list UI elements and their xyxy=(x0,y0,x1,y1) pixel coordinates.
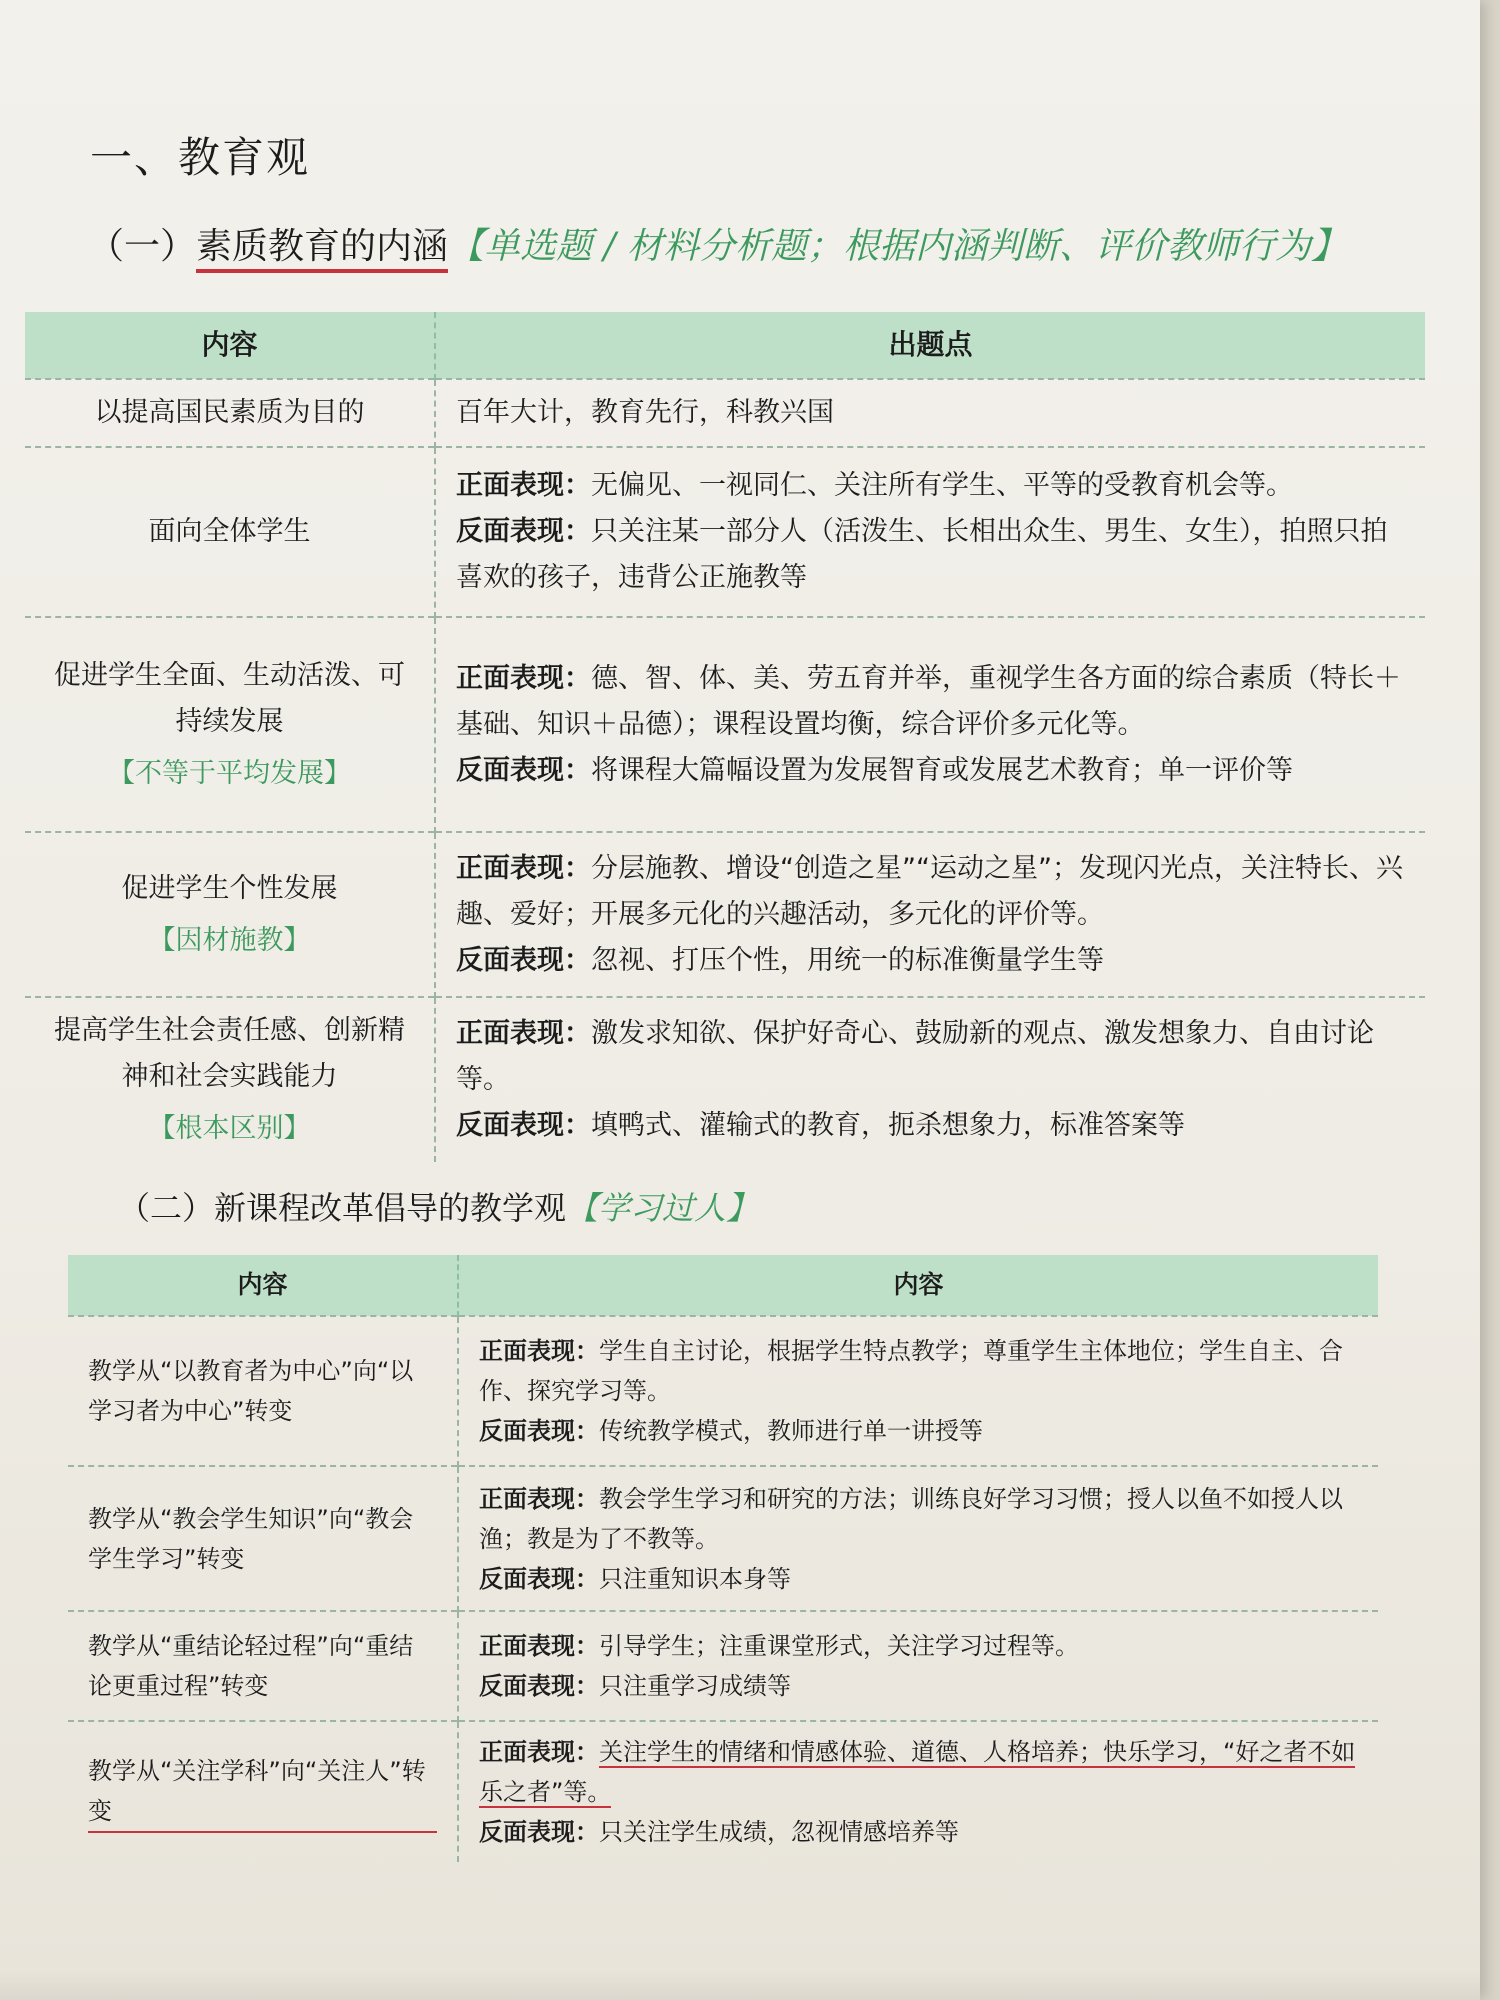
negative-label: 反面表现： xyxy=(456,944,591,976)
negative-label: 反面表现： xyxy=(479,1672,599,1700)
subsection-2-prefix: （二） xyxy=(118,1189,215,1227)
table1-header-points: 出题点 xyxy=(435,312,1425,379)
detail-line-negative xyxy=(456,509,1405,601)
row-label: 教学从“教会学生知识”向“教会学生学习”转变 xyxy=(88,1504,414,1573)
row-label: 促进学生个性发展 xyxy=(121,872,338,904)
negative-text: 只关注某一部分人（活泼生、长相出众生、男生、女生），拍照只拍喜欢的孩子，违背公正施教等 xyxy=(456,516,1388,593)
positive-text: 关注学生的情绪和情感体验、道德、人格培养；快乐学习，“好之者不如乐之者”等。 xyxy=(479,1738,1356,1806)
row-detail-cell xyxy=(435,997,1425,1162)
positive-label: 正面表现： xyxy=(479,1484,599,1513)
row-detail-cell xyxy=(435,447,1425,617)
positive-label: 正面表现： xyxy=(479,1337,599,1365)
table-row xyxy=(68,1316,1378,1466)
detail-line-negative xyxy=(479,1411,1358,1451)
row-detail-cell xyxy=(435,617,1425,832)
detail-line-positive xyxy=(479,1626,1358,1666)
positive-text: 引导学生；注重课堂形式，关注学习过程等。 xyxy=(599,1632,1079,1660)
subsection-1-title: 素质教育的内涵 xyxy=(196,226,448,273)
row-label-cell xyxy=(25,832,435,997)
positive-label: 正面表现： xyxy=(456,1018,591,1049)
negative-text: 填鸭式、灌输式的教育，扼杀想象力，标准答案等 xyxy=(591,1110,1185,1141)
table2-header-row xyxy=(68,1255,1378,1316)
table2-header-content-left: 内容 xyxy=(68,1255,458,1316)
row-label-cell xyxy=(68,1611,458,1721)
row-detail-cell xyxy=(458,1466,1378,1611)
row-tag: 【根本区别】 xyxy=(148,1113,311,1144)
negative-text: 只关注学生成绩，忽视情感培养等 xyxy=(599,1818,959,1846)
detail-line-positive xyxy=(456,463,1405,509)
subsection-2-title: 新课程改革倡导的教学观 xyxy=(214,1189,567,1227)
subsection-1-prefix: （一） xyxy=(88,226,197,267)
row-label: 促进学生全面、生动活泼、可持续发展 xyxy=(54,659,405,737)
negative-text: 忽视、打压个性，用统一的标准衡量学生等 xyxy=(591,944,1104,976)
negative-label: 反面表现： xyxy=(456,516,591,547)
detail-text: 百年大计，教育先行，科教兴国 xyxy=(456,397,834,428)
row-tag: 【不等于平均发展】 xyxy=(108,757,351,789)
row-label-cell xyxy=(25,379,435,447)
table1-header-row xyxy=(25,312,1425,379)
negative-label: 反面表现： xyxy=(479,1564,599,1593)
negative-label: 反面表现： xyxy=(479,1417,599,1445)
subsection-1-tag: 【单选题 / 材料分析题；根据内涵判断、评价教师行为】 xyxy=(448,226,1348,267)
positive-text: 教会学生学习和研究的方法；训练良好学习习惯；授人以鱼不如授人以渔；教是为了不教等。 xyxy=(479,1484,1343,1553)
negative-label: 反面表现： xyxy=(456,754,591,786)
subsection-2-heading xyxy=(118,1183,758,1229)
table-row xyxy=(68,1611,1378,1721)
detail-line-negative xyxy=(456,938,1405,984)
table-row xyxy=(25,379,1425,447)
row-tag: 【因材施教】 xyxy=(148,924,311,956)
positive-label: 正面表现： xyxy=(456,852,591,884)
table-row xyxy=(25,832,1425,997)
table-row xyxy=(25,617,1425,832)
positive-text: 激发求知欲、保护好奇心、鼓励新的观点、激发想象力、自由讨论等。 xyxy=(456,1018,1374,1095)
row-label: 教学从“重结论轻过程”向“重结论更重过程”转变 xyxy=(88,1632,414,1700)
detail-line-negative xyxy=(479,1666,1358,1706)
table-row xyxy=(25,447,1425,617)
negative-text: 传统教学模式，教师进行单一讲授等 xyxy=(599,1417,983,1445)
row-label: 提高学生社会责任感、创新精神和社会实践能力 xyxy=(54,1015,405,1092)
row-detail-cell xyxy=(435,379,1425,447)
row-detail-cell xyxy=(458,1721,1378,1862)
positive-label: 正面表现： xyxy=(456,662,591,694)
row-label: 以提高国民素质为目的 xyxy=(94,397,365,428)
detail-line-negative xyxy=(456,1103,1405,1149)
detail-line-positive xyxy=(456,1011,1405,1103)
detail-line-negative xyxy=(479,1812,1358,1852)
table1-header-content: 内容 xyxy=(25,312,435,379)
negative-text: 将课程大篇幅设置为发展智育或发展艺术教育；单一评价等 xyxy=(591,754,1293,786)
positive-text: 学生自主讨论，根据学生特点教学；尊重学生主体地位；学生自主、合作、探究学习等。 xyxy=(479,1337,1343,1405)
detail-line-positive xyxy=(479,1331,1358,1411)
row-detail-cell xyxy=(458,1611,1378,1721)
row-label: 教学从“以教育者为中心”向“以学习者为中心”转变 xyxy=(88,1357,414,1425)
detail-line-positive xyxy=(456,656,1405,748)
row-label-cell xyxy=(25,997,435,1162)
row-detail-cell xyxy=(458,1316,1378,1466)
table-row xyxy=(25,997,1425,1162)
teaching-view-table xyxy=(68,1255,1378,1862)
section-title: 一、教育观 xyxy=(90,133,311,182)
table-row xyxy=(68,1721,1378,1862)
row-label: 教学从“关注学科”向“关注人”转变 xyxy=(88,1751,437,1833)
negative-text: 只注重知识本身等 xyxy=(599,1564,791,1593)
row-label-cell xyxy=(25,447,435,617)
positive-label: 正面表现： xyxy=(456,470,591,501)
positive-text: 无偏见、一视同仁、关注所有学生、平等的受教育机会等。 xyxy=(591,470,1293,501)
positive-text: 分层施教、增设“创造之星”“运动之星”；发现闪光点，关注特长、兴趣、爱好；开展多元化的兴趣活动，多元化的评价等。 xyxy=(456,852,1403,930)
row-label: 面向全体学生 xyxy=(148,516,311,547)
row-label-cell xyxy=(25,617,435,832)
quality-education-table xyxy=(25,312,1425,1162)
subsection-1-heading xyxy=(88,218,1347,269)
positive-label: 正面表现： xyxy=(479,1738,599,1766)
detail-line-positive xyxy=(456,846,1405,938)
positive-text: 德、智、体、美、劳五育并举，重视学生各方面的综合素质（特长＋基础、知识＋品德）；课程设置均衡，综合评价多元化等。 xyxy=(456,662,1401,740)
row-detail-cell xyxy=(435,832,1425,997)
detail-line-positive xyxy=(479,1479,1358,1559)
negative-label: 反面表现： xyxy=(456,1110,591,1141)
negative-text: 只注重学习成绩等 xyxy=(599,1672,791,1700)
positive-label: 正面表现： xyxy=(479,1632,599,1660)
row-label-cell xyxy=(68,1721,458,1862)
detail-line-negative xyxy=(479,1559,1358,1599)
table2-header-content-right: 内容 xyxy=(458,1255,1378,1316)
table-row xyxy=(68,1466,1378,1611)
row-label-cell xyxy=(68,1316,458,1466)
detail-line-negative xyxy=(456,748,1405,794)
negative-label: 反面表现： xyxy=(479,1818,599,1846)
row-label-cell xyxy=(68,1466,458,1611)
subsection-2-tag: 【学习过人】 xyxy=(566,1189,759,1227)
detail-line-positive xyxy=(479,1732,1358,1812)
page-bottom-shadow xyxy=(0,1970,1480,2000)
